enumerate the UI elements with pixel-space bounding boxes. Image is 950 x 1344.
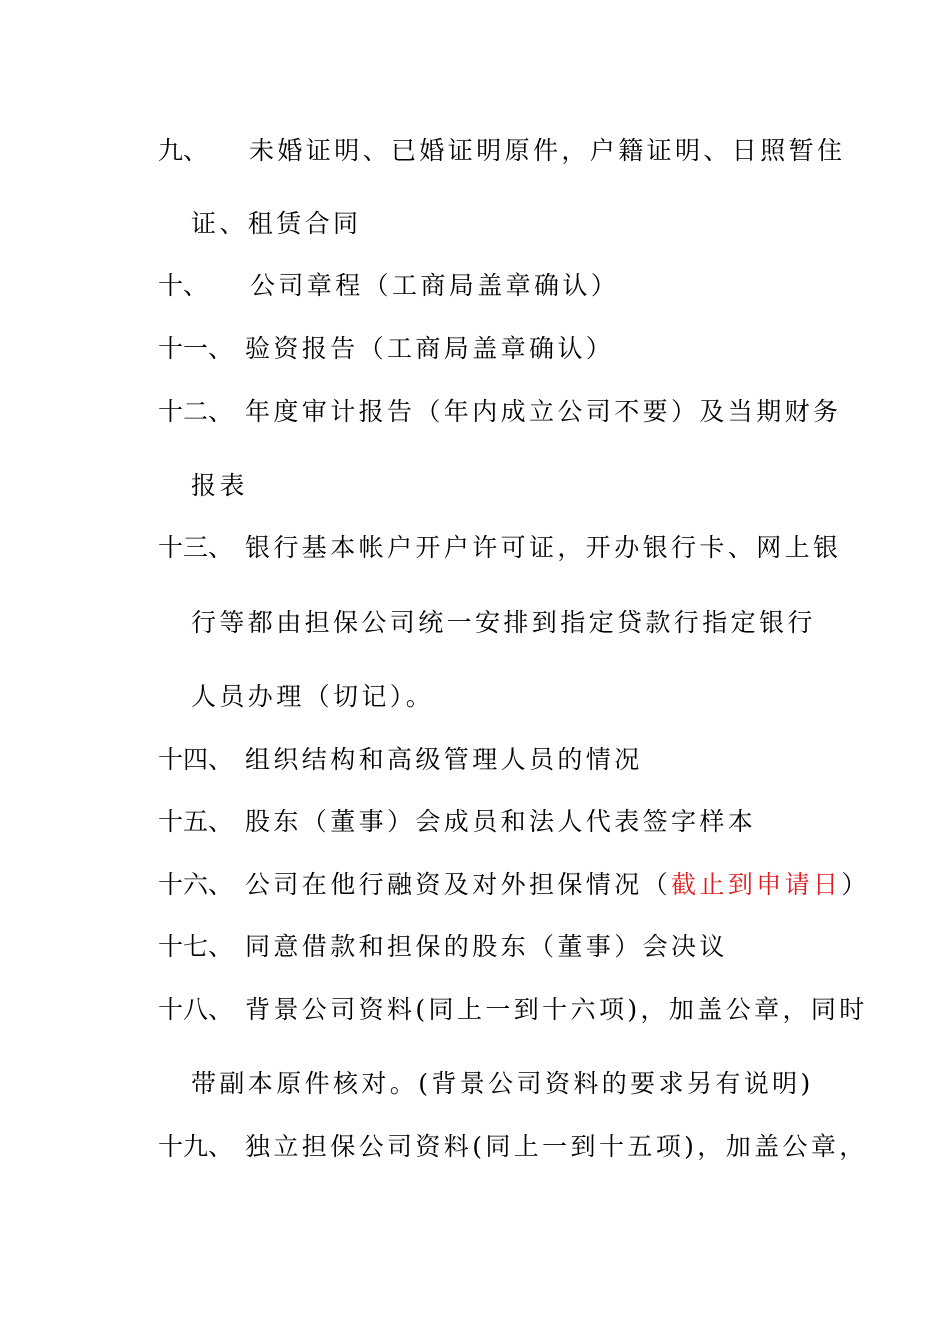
item-text: 股东（董事）会成员和法人代表签字样本 xyxy=(245,807,757,836)
item-text: 背景公司资料(同上一到十六项)，加盖公章，同时 xyxy=(245,995,868,1024)
item-text: 银行基本帐户开户许可证，开办银行卡、网上银 xyxy=(245,533,842,562)
item-text: 证、租赁合同 xyxy=(191,209,362,238)
item-text: 同意借款和担保的股东（董事）会决议 xyxy=(245,932,728,961)
item-text-after: ） xyxy=(841,870,870,899)
item-number: 十九、 xyxy=(158,1132,234,1161)
item-number: 九、 xyxy=(158,136,209,165)
item-number: 十一、 xyxy=(158,334,234,363)
item-text: 未婚证明、已婚证明原件，户籍证明、日照暂住 xyxy=(249,136,846,165)
item-text: 行等都由担保公司统一安排到指定贷款行指定银行 xyxy=(191,608,816,637)
item-number: 十三、 xyxy=(158,533,234,562)
item-text: 验资报告（工商局盖章确认） xyxy=(245,334,615,363)
item-text: 人员办理（切记）。 xyxy=(191,682,435,711)
item-text: 年度审计报告（年内成立公司不要）及当期财务 xyxy=(245,397,842,426)
item-number: 十六、 xyxy=(158,870,234,899)
item-number: 十二、 xyxy=(158,397,234,426)
item-text-before: 公司在他行融资及对外担保情况（ xyxy=(245,870,672,899)
item-number: 十、 xyxy=(158,271,209,300)
item-number: 十四、 xyxy=(158,745,234,774)
item-text: 报表 xyxy=(191,471,248,500)
item-number: 十五、 xyxy=(158,807,234,836)
item-number: 十七、 xyxy=(158,932,234,961)
item-number: 十八、 xyxy=(158,995,234,1024)
item-text: 独立担保公司资料(同上一到十五项)，加盖公章， xyxy=(245,1132,868,1161)
highlighted-deadline-text: 截止到申请日 xyxy=(671,870,842,899)
item-text: 组织结构和高级管理人员的情况 xyxy=(245,745,643,774)
item-text: 公司章程（工商局盖章确认） xyxy=(250,271,620,300)
item-text: 带副本原件核对。(背景公司资料的要求另有说明) xyxy=(191,1069,814,1098)
item-text xyxy=(245,865,870,905)
